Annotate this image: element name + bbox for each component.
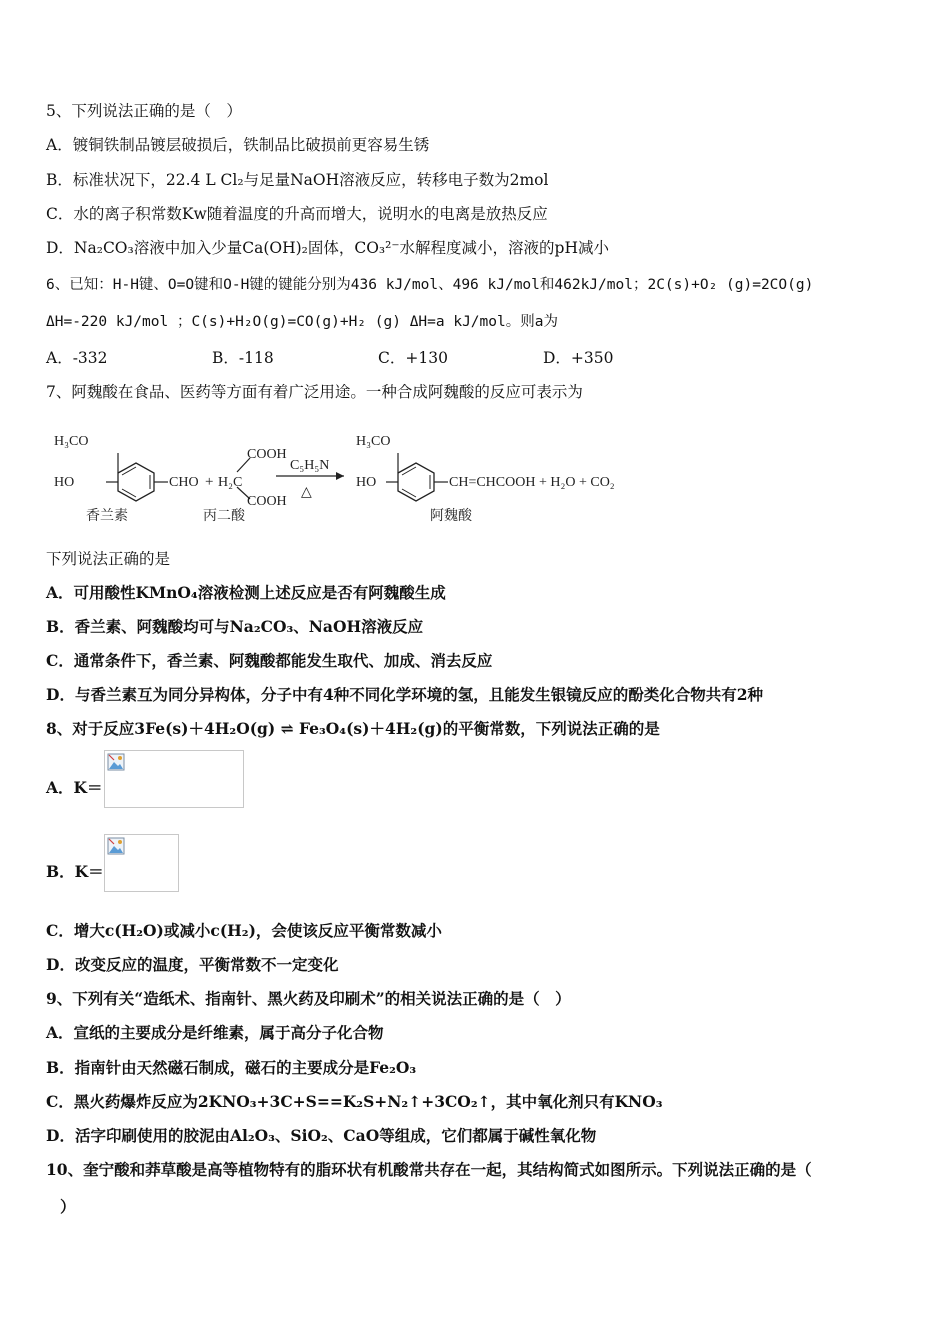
label-malonic: 丙二酸 <box>203 509 245 524</box>
q5-option-a: A．镀铜铁制品镀层破损后，铁制品比破损前更容易生锈 <box>46 136 430 154</box>
reaction-scheme-diagram <box>46 425 646 525</box>
vanillin-cho: CHO <box>169 475 199 490</box>
malonic-cooh-bottom: COOH <box>247 494 287 509</box>
q6-option-b: B．-118 <box>212 349 274 367</box>
q10-stem-line1: 10、奎宁酸和莽草酸是高等植物特有的脂环状有机酸常共存在一起，其结构简式如图所示。下列说法正确的是（ <box>46 1160 812 1179</box>
q6-option-a: A．-332 <box>46 349 108 367</box>
ferulic-ho: HO <box>356 475 377 490</box>
q7-option-a: A．可用酸性KMnO₄溶液检测上述反应是否有阿魏酸生成 <box>46 583 446 602</box>
broken-image-icon <box>107 837 125 855</box>
q9-stem: 9、下列有关“造纸术、指南针、黑火药及印刷术”的相关说法正确的是（ ） <box>46 989 571 1008</box>
q8-a-formula-image <box>104 750 244 808</box>
plus-sign: + <box>205 474 214 490</box>
q8-option-a: A．K＝ <box>46 778 103 797</box>
q8-stem: 8、对于反应3Fe(s)＋4H₂O(g) ⇌ Fe₃O₄(s)＋4H₂(g)的平衡常数，下列说法正确的是 <box>46 719 660 738</box>
q8-b-formula-image <box>104 834 179 892</box>
q9-option-d: D．活字印刷使用的胶泥由Al₂O₃、SiO₂、CaO等组成，它们都属于碱性氧化物 <box>46 1126 597 1145</box>
q6-option-c: C．+130 <box>378 349 448 367</box>
vanillin-h3co: H₃CO <box>54 434 89 449</box>
malonic-h2c: H₂C <box>218 475 243 490</box>
q10-stem-line2: ） <box>60 1197 76 1216</box>
q9-option-b: B．指南针由天然磁石制成，磁石的主要成分是Fe₂O₃ <box>46 1058 417 1077</box>
malonic-acid-structure <box>203 447 287 524</box>
vanillin-ho: HO <box>54 475 75 490</box>
q6-stem-line2: ΔH=-220 kJ/mol ；C(s)+H₂O(g)=CO(g)+H₂ (g) ΔH=a kJ/mol。则a为 <box>46 314 558 330</box>
q5-stem: 5、下列说法正确的是（ ） <box>46 102 242 120</box>
q5-option-d: D．Na₂CO₃溶液中加入少量Ca(OH)₂固体，CO₃²⁻水解程度减小，溶液的pH减小 <box>46 239 609 257</box>
q9-option-a: A．宣纸的主要成分是纤维素，属于高分子化合物 <box>46 1023 384 1042</box>
q7-stem: 7、阿魏酸在食品、医药等方面有着广泛用途。一种合成阿魏酸的反应可表示为 <box>46 383 583 401</box>
label-ferulic: 阿魏酸 <box>430 509 472 524</box>
ferulic-acid-structure <box>356 434 615 524</box>
q6-option-d: D．+350 <box>543 349 614 367</box>
q7-option-b: B．香兰素、阿魏酸均可与Na₂CO₃、NaOH溶液反应 <box>46 617 424 636</box>
vanillin-structure <box>54 434 199 524</box>
q8-option-b: B．K＝ <box>46 862 104 881</box>
reagent-pyridine: C₅H₅N <box>290 458 330 473</box>
q8-option-c: C．增大c(H₂O)或减小c(H₂)，会使该反应平衡常数减小 <box>46 921 442 940</box>
q7-option-d: D．与香兰素互为同分异构体，分子中有4种不同化学环境的氢，且能发生银镜反应的酚类化合物共有2种 <box>46 685 764 704</box>
label-vanillin: 香兰素 <box>86 509 128 524</box>
q8-option-d: D．改变反应的温度，平衡常数不一定变化 <box>46 955 339 974</box>
q5-option-b: B．标准状况下，22.4 L Cl₂与足量NaOH溶液反应，转移电子数为2mol <box>46 171 549 189</box>
q6-stem-line1: 6、已知：H-H键、O=O键和O-H键的键能分别为436 kJ/mol、496 kJ/mol和462kJ/mol；2C(s)+O₂ (g)=2CO(g) <box>46 277 814 293</box>
q9-option-c: C．黑火药爆炸反应为2KNO₃+3C+S==K₂S+N₂↑+3CO₂↑，其中氧化剂只有KNO₃ <box>46 1092 663 1111</box>
q7-sub-stem: 下列说法正确的是 <box>46 550 171 568</box>
broken-image-icon <box>107 753 125 771</box>
ferulic-h3co: H₃CO <box>356 434 391 449</box>
q7-option-c: C．通常条件下，香兰素、阿魏酸都能发生取代、加成、消去反应 <box>46 651 493 670</box>
heat-symbol: △ <box>301 485 312 500</box>
malonic-cooh-top: COOH <box>247 447 287 462</box>
q5-option-c: C．水的离子积常数Kw随着温度的升高而增大，说明水的电离是放热反应 <box>46 205 548 223</box>
ferulic-tail: CH=CHCOOH + H₂O + CO₂ <box>449 475 615 490</box>
